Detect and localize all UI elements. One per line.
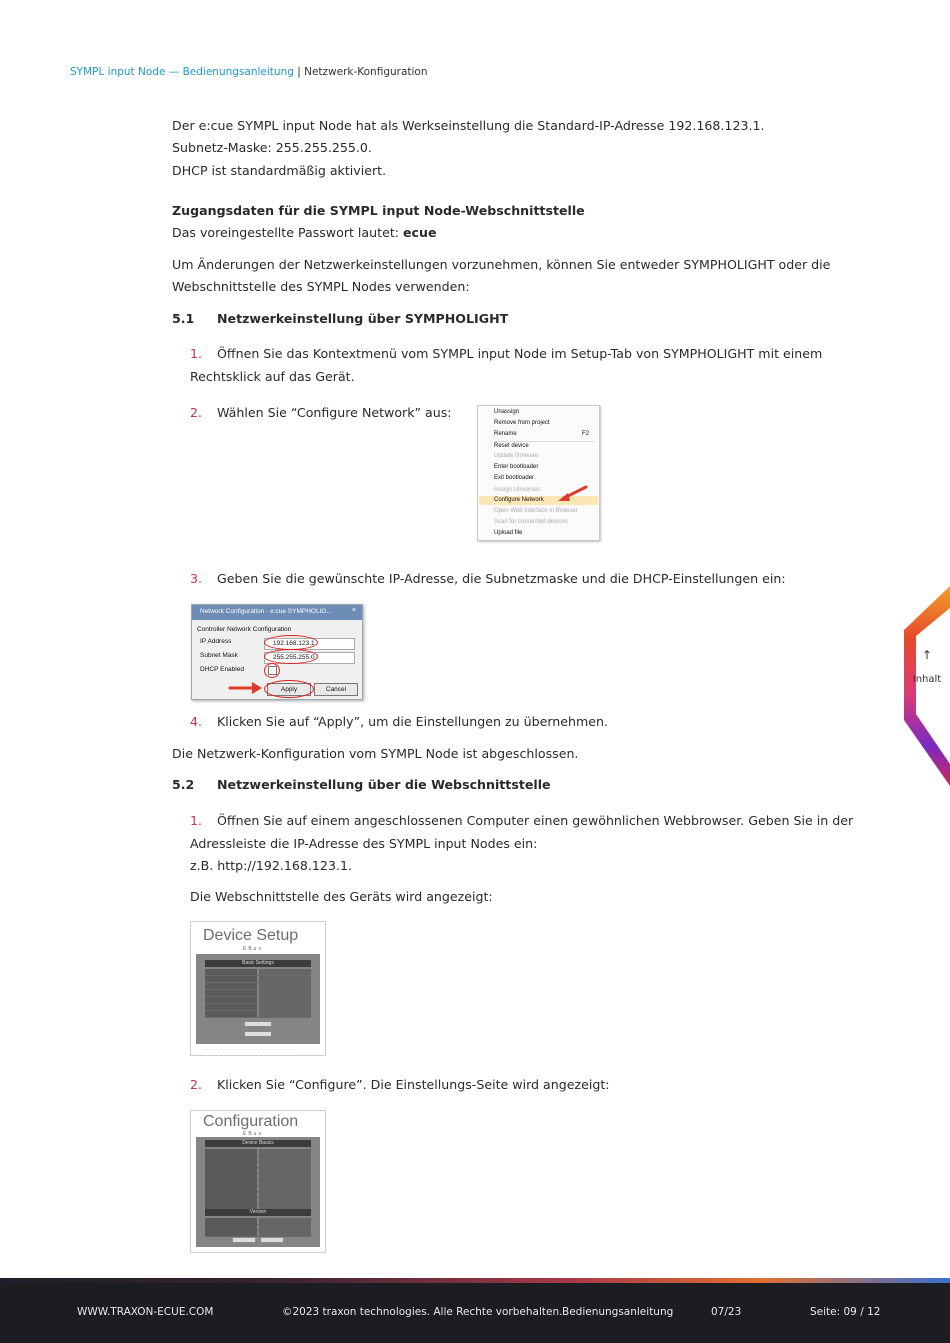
side-tab-background xyxy=(904,586,950,786)
dialog-title: Network Configuration - e:cue SYMPHOLIG... xyxy=(200,608,332,615)
step-number: 3. xyxy=(190,571,203,586)
panel-title: Basic Settings xyxy=(205,960,311,967)
cancel-button: Cancel xyxy=(314,683,358,696)
footer-document: Bedienungsanleitung xyxy=(562,1306,674,1318)
footer-copyright: ©2023 traxon technologies. Alle Rechte vorbehalten. xyxy=(282,1306,563,1318)
header-doc-title: SYMPL input Node — Bedienungsanleitung xyxy=(70,66,294,78)
table-row xyxy=(205,1230,311,1237)
contents-side-tab[interactable] xyxy=(904,586,950,786)
panel-title: Device Basics xyxy=(205,1140,311,1147)
highlight-oval xyxy=(264,663,280,678)
network-config-dialog-screenshot xyxy=(191,604,363,700)
config-panel xyxy=(196,1137,320,1247)
side-tab-label: Inhalt xyxy=(912,674,942,685)
menu-item: Open Web Interface in Browser xyxy=(494,508,578,514)
close-icon: × xyxy=(351,607,356,614)
header-chapter: Netzwerk-Konfiguration xyxy=(304,66,428,78)
menu-item: Unassign xyxy=(494,409,520,415)
step-text-continued: z.B. http://192.168.123.1. xyxy=(190,858,352,873)
ip-label: IP Address xyxy=(200,638,232,645)
intro-line-1: Der e:cue SYMPL input Node hat als Werkseinstellung die Standard-IP-Adresse 192.168.123.1. xyxy=(172,118,765,133)
menu-item: Scan for connected devices xyxy=(494,519,568,525)
step-number: 4. xyxy=(190,714,203,729)
highlight-oval xyxy=(264,649,318,664)
context-menu-screenshot xyxy=(477,405,600,541)
step-text-continued: Adressleiste die IP-Adresse des SYMPL input Nodes ein: xyxy=(190,836,538,851)
password-prefix: Das voreingestellte Passwort lautet: xyxy=(172,225,404,240)
step-text: Klicken Sie auf “Apply”, um die Einstellungen zu übernehmen. xyxy=(217,714,608,729)
panel-title: Version xyxy=(205,1209,311,1216)
step-text: Wählen Sie “Configure Network” aus: xyxy=(217,405,452,420)
change-line-1: Um Änderungen der Netzwerkeinstellungen vorzunehmen, können Sie entweder SYMPHOLIGHT oder die xyxy=(172,257,831,272)
table-row xyxy=(205,1004,311,1011)
menu-item: Rename xyxy=(494,431,517,437)
menu-item: Assign Universes xyxy=(494,487,541,493)
menu-item: Upload file xyxy=(494,530,523,536)
menu-item: Reset device xyxy=(494,443,529,449)
step-number: 1. xyxy=(190,346,203,361)
cancel-button xyxy=(260,1237,284,1243)
mask-value: 255.255.255.0 xyxy=(273,654,315,661)
arrow-up-icon: ↑ xyxy=(921,648,933,662)
apply-button: Apply xyxy=(267,683,311,696)
step-text-continued: Rechtsklick auf das Gerät. xyxy=(190,369,355,384)
configuration-screenshot xyxy=(190,1110,326,1253)
web-interface-note: Die Webschnittstelle des Geräts wird angezeigt: xyxy=(190,889,493,904)
menu-item: Remove from project xyxy=(494,420,550,426)
table-row xyxy=(205,976,311,983)
footer-links: · · · · · · · · · · · · · · · · · · · · xyxy=(207,1047,294,1052)
step-number: 1. xyxy=(190,813,203,828)
password-value: ecue xyxy=(403,225,437,240)
configure-button xyxy=(244,1021,272,1027)
footer-page-number: Seite: 09 / 12 xyxy=(810,1306,881,1318)
device-setup-title: Device Setup xyxy=(203,927,299,944)
table-row xyxy=(205,983,311,990)
change-line-2: Webschnittstelle des SYMPL Nodes verwenden: xyxy=(172,279,470,294)
submit-button xyxy=(232,1237,256,1243)
step-text: Öffnen Sie das Kontextmenü vom SYMPL input Node im Setup-Tab von SYMPHOLIGHT mit einem xyxy=(217,346,823,361)
menu-item: Update firmware xyxy=(494,453,539,459)
config-done-text: Die Netzwerk-Konfiguration vom SYMPL Node ist abgeschlossen. xyxy=(172,746,579,761)
table-row xyxy=(205,969,311,976)
footer-date: 07/23 xyxy=(711,1306,742,1318)
menu-shortcut: F2 xyxy=(581,431,589,437)
red-arrow-icon xyxy=(556,484,590,504)
intro-line-3: DHCP ist standardmäßig aktiviert. xyxy=(172,163,387,178)
more-button xyxy=(244,1031,272,1037)
step-text: Geben Sie die gewünschte IP-Adresse, die Subnetzmaske und die DHCP-Einstellungen ein: xyxy=(217,571,786,586)
menu-item: Configure Network xyxy=(494,497,544,503)
intro-line-2: Subnetz-Maske: 255.255.255.0. xyxy=(172,140,372,155)
group-label: Controller Network Configuration xyxy=(197,626,292,633)
page-footer xyxy=(0,1278,950,1343)
device-setup-screenshot xyxy=(190,921,326,1056)
menu-item: Exit bootloader xyxy=(494,475,535,481)
step-number: 2. xyxy=(190,1077,203,1092)
menu-item: Enter bootloader xyxy=(494,464,539,470)
access-heading: Zugangsdaten für die SYMPL input Node-Webschnittstelle xyxy=(172,203,585,218)
table-row xyxy=(205,997,311,1004)
section-5-1-title: Netzwerkeinstellung über SYMPHOLIGHT xyxy=(217,311,509,326)
device-setup-subtitle: EBus xyxy=(243,946,263,952)
step-text: Öffnen Sie auf einem angeschlossenen Computer einen gewöhnlichen Webbrowser. Geben Sie in der xyxy=(217,813,854,828)
menu-divider xyxy=(494,441,595,442)
mask-label: Subnet Mask xyxy=(200,652,238,659)
section-5-1-number: 5.1 xyxy=(172,311,195,326)
footer-website: WWW.TRAXON-ECUE.COM xyxy=(77,1306,214,1318)
settings-panel xyxy=(196,954,320,1044)
step-text: Klicken Sie “Configure”. Die Einstellungs-Seite wird angezeigt: xyxy=(217,1077,610,1092)
dhcp-label: DHCP Enabled xyxy=(200,666,244,673)
table-row xyxy=(205,990,311,997)
table-row xyxy=(205,1011,311,1018)
highlight-oval xyxy=(264,680,314,698)
password-line xyxy=(172,222,437,244)
section-5-2-title: Netzwerkeinstellung über die Webschnittstelle xyxy=(217,777,551,792)
running-header xyxy=(70,66,428,78)
ip-value: 192.168.123.1 xyxy=(273,640,315,647)
highlight-oval xyxy=(264,635,318,650)
configuration-subtitle: EBus xyxy=(243,1131,263,1137)
red-arrow-icon xyxy=(228,681,264,695)
section-5-2-number: 5.2 xyxy=(172,777,195,792)
step-number: 2. xyxy=(190,405,203,420)
header-separator: | xyxy=(293,66,305,78)
footer-color-stripe xyxy=(0,1278,950,1283)
configuration-title: Configuration xyxy=(203,1113,299,1130)
